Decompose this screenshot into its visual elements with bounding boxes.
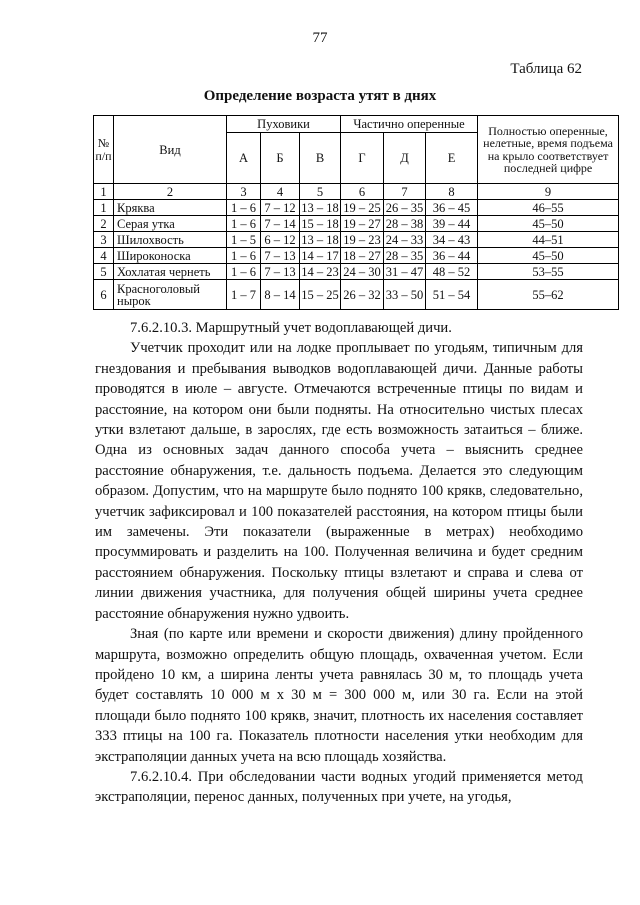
age-cell: 51 – 54	[426, 280, 478, 310]
age-cell: 14 – 17	[301, 248, 339, 263]
species-name: Красноголовый нырок	[114, 280, 227, 310]
index-cell: 8	[426, 184, 478, 200]
index-cell: 6	[341, 184, 384, 200]
header-number: № п/п	[94, 116, 114, 184]
header-letter: Е	[426, 133, 478, 184]
table-row	[94, 280, 619, 310]
age-cell: 8 – 14	[261, 280, 300, 310]
age-cell: 39 – 44	[426, 216, 478, 232]
age-cell: 19 – 23	[341, 232, 384, 248]
age-cell: 1 – 6	[227, 216, 261, 232]
age-cell: 55–62	[478, 280, 619, 310]
index-cell: 2	[114, 184, 227, 200]
age-cell: 1 – 5	[227, 232, 261, 248]
species-name: Серая утка	[114, 216, 227, 232]
species-name: Шилохвость	[114, 232, 227, 248]
table-row	[94, 200, 619, 216]
species-name: Кряква	[114, 200, 227, 216]
header-group-partial: Частично оперенные	[341, 116, 478, 133]
age-cell: 34 – 43	[426, 232, 478, 248]
age-cell: 46–55	[478, 200, 619, 216]
age-cell: 1 – 6	[227, 248, 261, 264]
age-cell: 28 – 38	[384, 216, 426, 232]
index-cell: 4	[261, 184, 300, 200]
row-number: 1	[94, 200, 114, 216]
age-table	[93, 115, 619, 310]
age-cell: 15 – 18	[301, 216, 339, 231]
age-cell: 1 – 7	[227, 280, 261, 310]
table-label: Таблица 62	[510, 61, 582, 77]
index-cell: 7	[384, 184, 426, 200]
index-row	[94, 184, 619, 200]
age-cell: 15 – 25	[300, 280, 341, 310]
row-number: 2	[94, 216, 114, 232]
row-number: 5	[94, 264, 114, 280]
age-cell: 36 – 45	[426, 200, 478, 216]
age-cell: 13 – 18	[301, 232, 339, 247]
index-cell: 3	[227, 184, 261, 200]
species-name: Хохлатая чернеть	[114, 264, 227, 280]
age-cell: 36 – 44	[426, 248, 478, 264]
header-letter: В	[300, 133, 341, 184]
page-number: 77	[312, 30, 328, 46]
index-cell: 5	[300, 184, 341, 200]
header-full: Полностью оперенные, нелетные, время подъема на крыло соответствует последней цифре	[478, 116, 619, 184]
section-heading: 7.6.2.10.3. Маршрутный учет водоплавающей дичи.	[130, 320, 452, 336]
age-cell: 31 – 47	[384, 264, 426, 280]
age-cell: 33 – 50	[384, 280, 426, 310]
age-cell: 14 – 23	[301, 264, 339, 279]
age-cell: 13 – 18	[301, 200, 339, 215]
body-text	[95, 318, 583, 808]
paragraph: 7.6.2.10.4. При обследовании части водных угодий применяется метод экстраполяции, перенос данных, полученных при учете, на угодья,	[95, 768, 583, 806]
header-letter: Д	[384, 133, 426, 184]
species-name: Широконоска	[114, 248, 227, 264]
table-row	[94, 248, 619, 264]
age-cell: 7 – 13	[261, 248, 300, 264]
paragraph: Учетчик проходит или на лодке проплывает по угодьям, типичным для гнездования и пребывания выводков водоплавающей дичи. Данные работы проводятся в июле – августе. Отмечаются встреченные птицы по видам и расстояние, на котором они были подняты. На относительно чистых плесах утки взлетают дальше, в зарослях, где есть возможность затаиться – ближе. Одна из основных задач данного способа учета – выяснить среднее расстояние обнаружения, т.е. дальность подъема. Делается это следующим образом. Допустим, что на маршруте было поднято 100 крякв, следовательно, учетчик зафиксировал и 100 показателей расстояния, на котором птицы были им замечены. Эти показатели (выраженные в метрах) необходимо просуммировать и разделить на 100. Полученная величина и будет средним расстоянием обнаружения. Поскольку птицы взлетают и справа и слева от линии движения участника, для получения общей ширины учета среднее расстояние обнаружения нужно удвоить.	[95, 340, 583, 622]
row-number: 3	[94, 232, 114, 248]
row-number: 6	[94, 280, 114, 310]
age-cell: 26 – 35	[384, 200, 426, 216]
age-cell: 44–51	[478, 232, 619, 248]
index-cell: 9	[478, 184, 619, 200]
age-cell: 28 – 35	[384, 248, 426, 264]
age-cell: 1 – 6	[227, 264, 261, 280]
header-group-downy: Пуховики	[227, 116, 341, 133]
age-cell: 19 – 25	[341, 200, 384, 216]
age-cell: 18 – 27	[341, 248, 384, 264]
age-cell: 7 – 14	[261, 216, 300, 232]
table-row	[94, 232, 619, 248]
age-cell: 6 – 12	[261, 232, 300, 248]
row-number: 4	[94, 248, 114, 264]
age-cell: 1 – 6	[227, 200, 261, 216]
header-letter: Г	[341, 133, 384, 184]
age-cell: 48 – 52	[426, 264, 478, 280]
age-cell: 45–50	[478, 248, 619, 264]
age-cell: 24 – 33	[384, 232, 426, 248]
age-cell: 53–55	[478, 264, 619, 280]
table-row	[94, 216, 619, 232]
table-row	[94, 264, 619, 280]
table-title: Определение возраста утят в днях	[203, 88, 437, 104]
paragraph: Зная (по карте или времени и скорости движения) длину пройденного маршрута, возможно определить общую площадь, охваченная учетом. Если пройдено 10 км, а ширина ленты учета равнялась 30 м, то площадь учета будет составлять 10 000 м х 30 м = 300 000 м, или 30 га. Если на этой площади было поднято 100 крякв, значит, плотность их населения составляет 333 птицы на 100 га. Показатель плотности населения утки необходим для экстраполяции данных учета на всю площадь хозяйства.	[95, 626, 583, 765]
age-cell: 26 – 32	[341, 280, 384, 310]
age-cell: 7 – 12	[261, 200, 300, 216]
header-letter: Б	[261, 133, 300, 184]
header-letter: А	[227, 133, 261, 184]
header-species: Вид	[114, 116, 227, 184]
age-cell: 45–50	[478, 216, 619, 232]
index-cell: 1	[94, 184, 114, 200]
age-cell: 19 – 27	[341, 216, 384, 232]
age-cell: 24 – 30	[341, 264, 384, 280]
age-cell: 7 – 13	[261, 264, 300, 280]
